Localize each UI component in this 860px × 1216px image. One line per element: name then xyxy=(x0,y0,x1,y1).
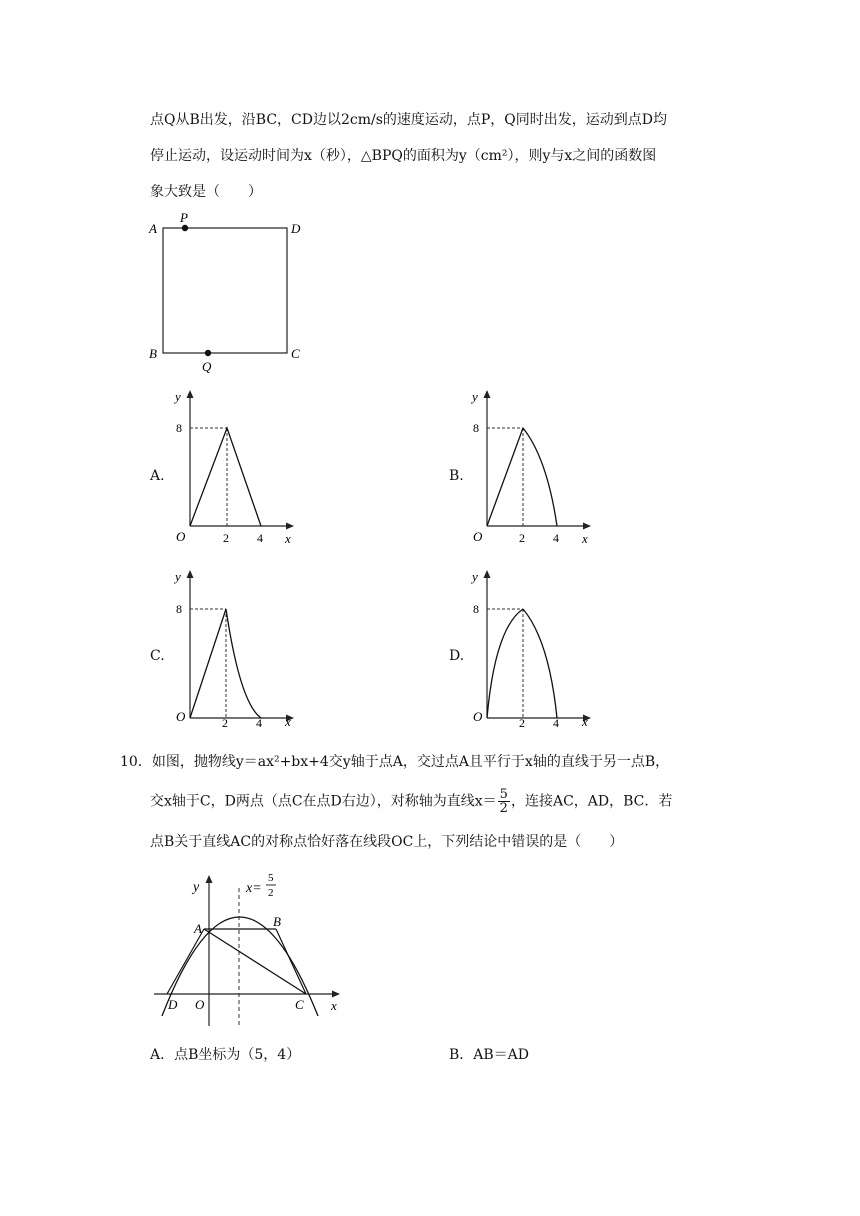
x-axis-label: x xyxy=(582,714,588,728)
x-tick-2: 2 xyxy=(222,716,228,728)
fraction-denominator: 2 xyxy=(499,801,508,816)
fraction-numerator: 5 xyxy=(499,787,508,802)
origin-label: O xyxy=(176,529,186,544)
y-axis-label: y xyxy=(472,569,478,584)
origin-label: O xyxy=(473,709,483,724)
label-c: C xyxy=(291,346,300,361)
label-d: D xyxy=(168,997,178,1012)
label-p: P xyxy=(180,210,188,225)
label-b: B xyxy=(149,346,157,361)
label-c: C xyxy=(295,997,304,1012)
q10-line2-part-a: 交x轴于C，D两点（点C在点D右边），对称轴为直线x＝ xyxy=(150,793,497,810)
y-axis-label: y xyxy=(472,389,478,404)
q10-line2-part-b: ，连接AC，AD，BC．若 xyxy=(510,793,673,810)
label-d: D xyxy=(291,221,301,236)
y-tick-8: 8 xyxy=(176,421,182,435)
x-tick-4: 4 xyxy=(256,716,262,728)
origin-label: O xyxy=(176,709,186,724)
q9-text-line-1: 点Q从B出发，沿BC，CD边以2cm/s的速度运动，点P，Q同时出发，运动到点D均 xyxy=(150,112,668,128)
y-tick-8: 8 xyxy=(473,421,479,435)
x-axis-label: x xyxy=(285,531,291,546)
point-p xyxy=(182,225,188,231)
x-tick-4: 4 xyxy=(553,531,559,545)
y-tick-8: 8 xyxy=(176,602,182,616)
y-tick-8: 8 xyxy=(473,602,479,616)
x-tick-2: 2 xyxy=(519,716,525,728)
parabola-figure xyxy=(150,868,350,1033)
option-a-label: A. xyxy=(150,468,165,484)
y-axis-label: y xyxy=(175,569,181,584)
x-axis-label: x xyxy=(285,714,291,728)
symmetry-axis-label: x= xyxy=(246,881,262,896)
option-c-label: C. xyxy=(150,648,165,664)
q10-option-b: B．AB＝AD xyxy=(449,1047,530,1063)
graph-option-c xyxy=(170,568,300,728)
label-frac-den: 2 xyxy=(268,887,274,899)
q9-text-line-2: 停止运动，设运动时间为x（秒），△BPQ的面积为y（cm²），则y与x之间的函数图 xyxy=(150,148,657,164)
label-frac-num: 5 xyxy=(268,872,274,884)
label-a: A xyxy=(149,221,157,236)
y-axis-label: y xyxy=(193,880,200,895)
x-axis-label: x xyxy=(331,998,337,1013)
square-figure xyxy=(140,208,320,378)
x-tick-2: 2 xyxy=(223,531,229,545)
option-d-label: D. xyxy=(449,648,465,664)
graph-option-a xyxy=(170,388,300,548)
point-q xyxy=(205,350,211,356)
q10-text-line-3: 点B关于直线AC的对称点恰好落在线段OC上，下列结论中错误的是（ ） xyxy=(150,834,624,850)
graph-option-d xyxy=(467,568,597,728)
symmetry-axis-fraction xyxy=(498,788,510,815)
x-tick-4: 4 xyxy=(257,531,263,545)
label-o: O xyxy=(195,997,205,1012)
label-a: A xyxy=(194,921,202,936)
graph-option-b xyxy=(467,388,597,548)
x-tick-4: 4 xyxy=(553,716,559,728)
label-q: Q xyxy=(202,359,212,374)
origin-label: O xyxy=(473,529,483,544)
label-b: B xyxy=(273,914,281,929)
y-axis-label: y xyxy=(175,389,181,404)
q10-option-a: A．点B坐标为（5，4） xyxy=(150,1047,301,1063)
x-axis-label: x xyxy=(582,531,588,546)
option-b-label: B. xyxy=(449,468,464,484)
q10-text-line-1: 10．如图，抛物线y＝ax²+bx+4交y轴于点A，交过点A且平行于x轴的直线于另一点B， xyxy=(120,754,670,770)
q10-text-line-2 xyxy=(150,788,672,818)
x-tick-2: 2 xyxy=(519,531,525,545)
q9-text-line-3: 象大致是（ ） xyxy=(150,184,262,200)
